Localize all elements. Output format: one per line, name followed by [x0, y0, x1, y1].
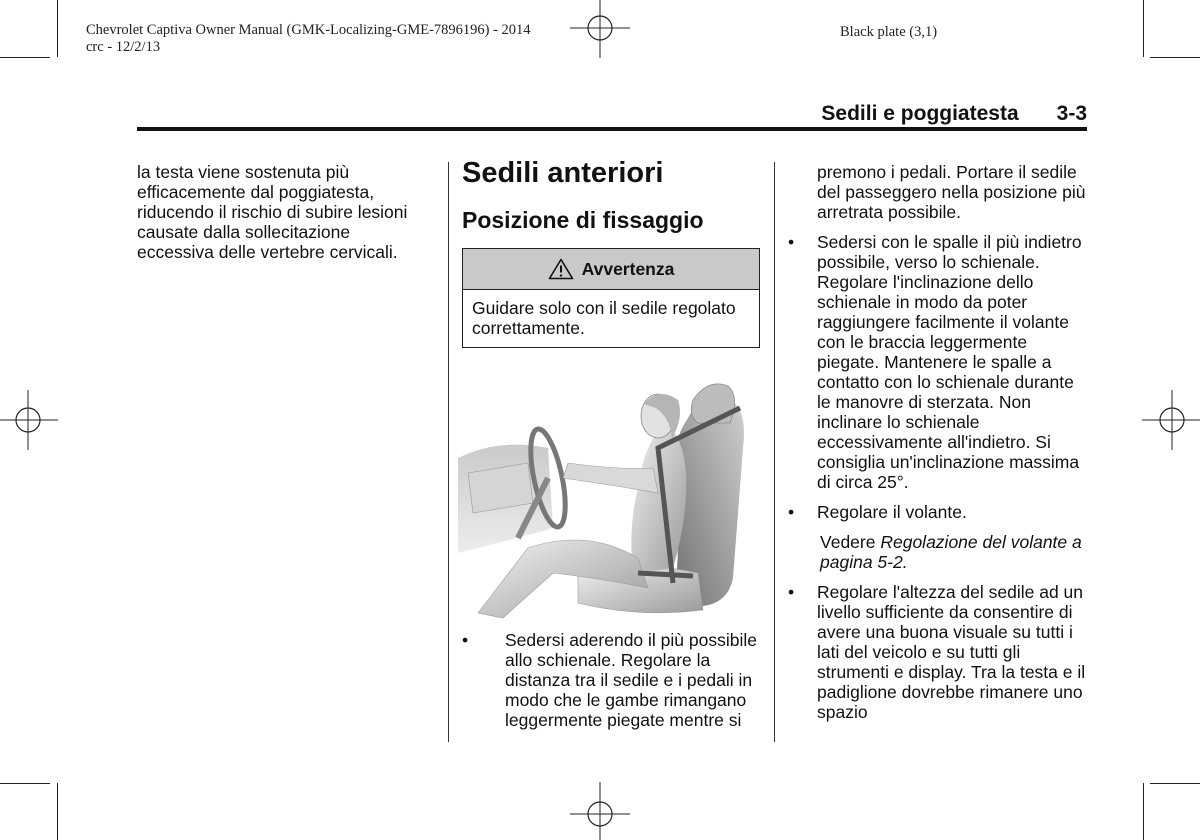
list-item [774, 502, 1090, 522]
column-divider-1 [448, 162, 449, 742]
list-item-continuation: premono i pedali. Portare il sedile del passeggero nella posizione più arretrata possibile. [817, 162, 1086, 222]
list-item-text: Sedersi con le spalle il più indietro possibile, verso lo schienale. Regolare l'inclinazione dello schienale in modo da poter raggiungere facilmente il volante con le braccia leggermente piegate. Mantenere le spalle a contatto con lo schienale durante le manovre di sterzata. Non inclinare lo schienale eccessivamente all'indietro. Si consiglia un'inclinazione massima di circa 25°. [817, 232, 1082, 492]
crop-mark-bottom-left-h [0, 783, 50, 784]
crop-mark-top-left-v [57, 0, 58, 57]
crop-mark-top-right-v [1143, 0, 1144, 57]
subsection-heading: Posizione di fissaggio [462, 207, 704, 233]
print-job-info [86, 22, 531, 56]
bullet-marker: • [788, 582, 795, 602]
list-item-text: Regolare l'altezza del sedile ad un livello sufficiente da consentire di avere una buona visuale su tutti i lati del veicolo e su tutti gli strumenti e display. Tra la testa e il padiglione dovrebbe rimanere uno spazio [817, 582, 1086, 722]
registration-mark-top-icon [560, 0, 640, 60]
registration-mark-left-icon [0, 380, 60, 460]
cross-reference [774, 532, 1090, 572]
warning-triangle-icon [548, 258, 574, 280]
crop-mark-bottom-right-v [1143, 783, 1144, 840]
print-job-title: Chevrolet Captiva Owner Manual (GMK-Localizing-GME-7896196) - 2014 [86, 22, 531, 38]
seating-position-illustration [458, 378, 758, 628]
column-3-text [774, 162, 1090, 722]
crop-mark-bottom-left-v [57, 783, 58, 840]
cross-reference-link[interactable]: Regolazione del volante a pagina 5-2. [820, 532, 1082, 572]
crop-mark-top-left-h [0, 57, 50, 58]
list-item-text: Sedersi aderendo il più possibile allo schienale. Regolare la distanza tra il sedile e i pedali in modo che le gambe rimangano leggermente piegate mentre si [505, 630, 757, 730]
section-heading: Sedili anteriori [462, 157, 664, 189]
bullet-marker: • [788, 232, 795, 252]
running-head [821, 102, 1087, 126]
crop-mark-top-right-h [1150, 57, 1200, 58]
print-job-date: crc - 12/2/13 [86, 39, 161, 55]
bullet-marker: • [462, 630, 469, 650]
header-rule [137, 127, 1087, 131]
paragraph-continuation: la testa viene sostenuta più efficacemente dal poggiatesta, riducendo il rischio di subire lesioni causate dalla sollecitazione eccessiva delle vertebre cervicali. [137, 162, 408, 262]
warning-header [463, 249, 759, 290]
list-item [774, 582, 1090, 722]
list-item [774, 232, 1090, 492]
column-2-bullets [462, 630, 762, 730]
list-item-text: Regolare il volante. [817, 502, 967, 522]
registration-mark-bottom-icon [560, 780, 640, 840]
registration-mark-right-icon [1140, 380, 1200, 460]
page-number: 3-3 [1056, 102, 1087, 125]
warning-title: Avvertenza [581, 258, 675, 279]
bullet-marker: • [788, 502, 795, 522]
warning-box [462, 248, 760, 348]
cross-reference-prefix: Vedere [820, 532, 876, 552]
warning-body: Guidare solo con il sedile regolato correttamente. [472, 298, 736, 338]
column-1-text [137, 162, 427, 262]
list-item [462, 630, 762, 730]
running-head-section: Sedili e poggiatesta [821, 102, 1019, 125]
crop-mark-bottom-right-h [1150, 783, 1200, 784]
plate-label: Black plate (3,1) [840, 24, 938, 40]
